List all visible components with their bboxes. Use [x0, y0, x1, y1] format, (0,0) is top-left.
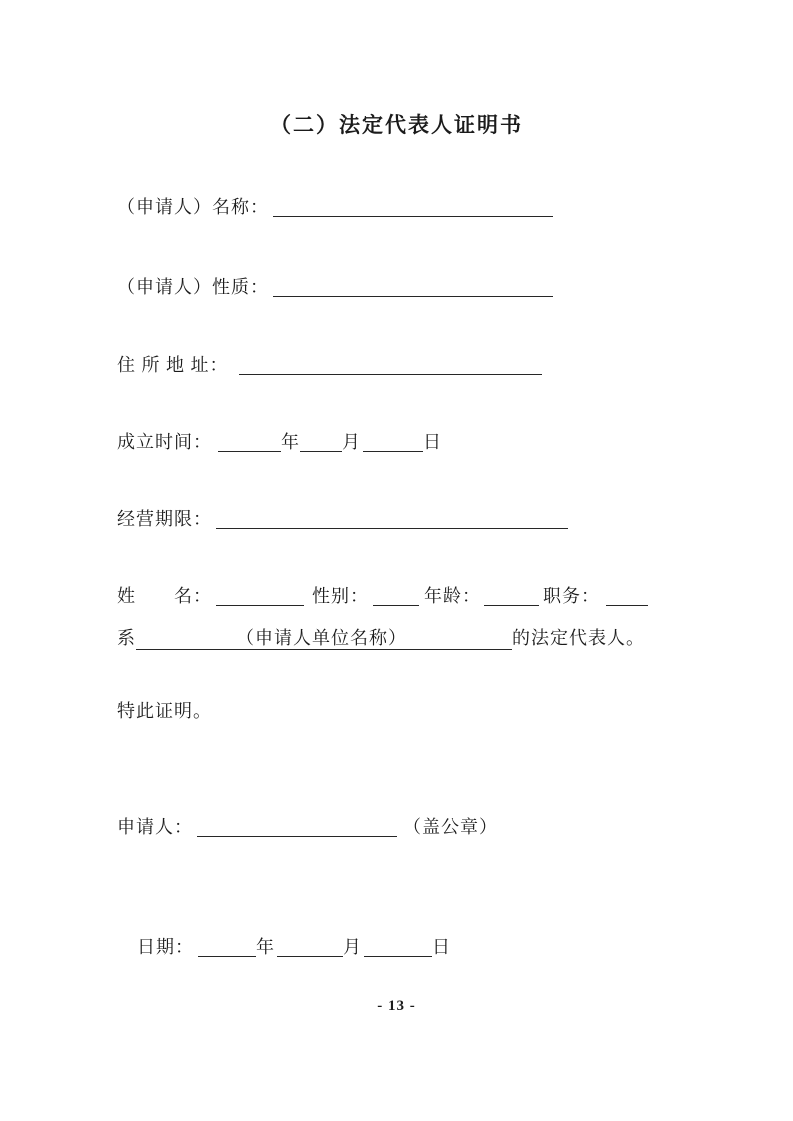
date-month-label: 月: [343, 937, 362, 957]
affiliation-prefix: 系: [117, 628, 136, 648]
person-age-blank-line: [484, 585, 539, 606]
affiliation-blank-right: [407, 643, 512, 644]
established-year-blank-line: [218, 431, 281, 452]
date-year-label: 年: [256, 937, 275, 957]
address-label: 住 所 地 址：: [117, 355, 229, 375]
certify-statement-text: 特此证明。: [117, 701, 212, 721]
person-name-label: 姓 名：: [117, 586, 212, 606]
established-day-blank-line: [363, 431, 423, 452]
field-applicant-name: [117, 193, 553, 221]
affiliation-unit-note: （申请人单位名称）: [236, 628, 407, 648]
established-label: 成立时间：: [117, 432, 212, 452]
applicant-signature-label: 申请人：: [117, 817, 193, 837]
affiliation-suffix: 的法定代表人。: [512, 628, 645, 648]
affiliation-blank-left: [136, 643, 236, 644]
field-established: [117, 428, 442, 456]
date-month-blank-line: [277, 936, 343, 957]
field-applicant-signature: [117, 813, 498, 841]
date-day-label: 日: [432, 937, 451, 957]
field-person-info: [117, 582, 648, 610]
applicant-nature-label: （申请人）性质：: [117, 277, 269, 297]
page-number: - 13 -: [377, 998, 416, 1014]
person-title-blank-line: [606, 585, 648, 606]
person-age-label: 年龄：: [424, 586, 481, 606]
person-title-label: 职务：: [543, 586, 600, 606]
field-affiliation: [117, 624, 645, 652]
applicant-name-blank-line: [273, 196, 553, 217]
date-day-blank-line: [364, 936, 432, 957]
person-name-blank-line: [216, 585, 304, 606]
date-label: 日期：: [137, 937, 194, 957]
applicant-seal-note: （盖公章）: [403, 817, 498, 837]
affiliation-blank-line: [136, 628, 512, 650]
field-term: [117, 505, 568, 533]
applicant-nature-blank-line: [273, 276, 553, 297]
established-day-label: 日: [423, 432, 442, 452]
address-blank-line: [239, 354, 542, 375]
certify-statement: [117, 697, 212, 725]
person-gender-label: 性别：: [312, 586, 369, 606]
established-month-label: 月: [342, 432, 361, 452]
term-label: 经营期限：: [117, 509, 212, 529]
date-year-blank-line: [198, 936, 256, 957]
applicant-name-label: （申请人）名称：: [117, 197, 269, 217]
term-blank-line: [216, 508, 568, 529]
field-address: [117, 351, 542, 379]
person-gender-blank-line: [373, 585, 419, 606]
field-date: [137, 933, 451, 961]
established-year-label: 年: [281, 432, 300, 452]
established-month-blank-line: [300, 431, 342, 452]
field-applicant-nature: [117, 273, 553, 301]
applicant-signature-blank-line: [197, 816, 397, 837]
page-title: （二）法定代表人证明书: [270, 114, 523, 137]
